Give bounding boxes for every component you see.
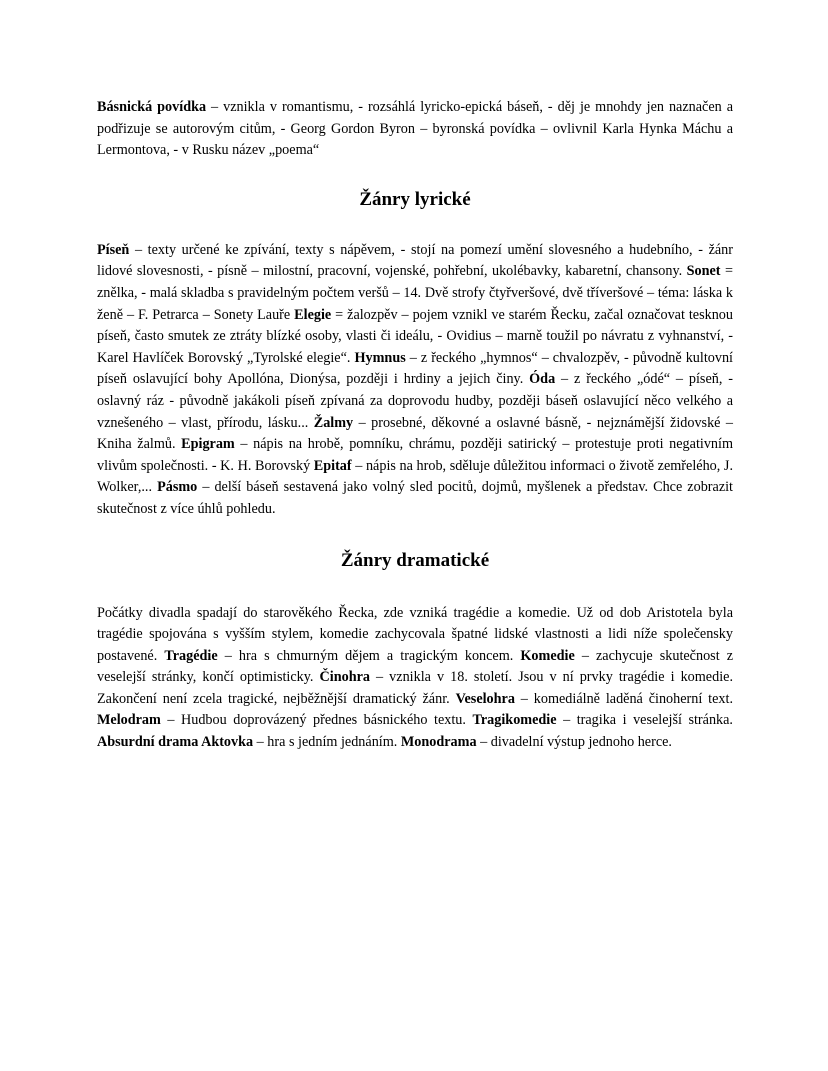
term-hymnus: Hymnus — [354, 349, 406, 366]
term-melodram: Melodram — [97, 712, 161, 729]
heading-zanry-dramaticke: Žánry dramatické — [340, 549, 490, 571]
drama-text-3: – vznikla v 18. století. Jsou v ní prvky tragédie i komedie. Zakončení není zcela tragické, nejběžnější dramatický žánr. — [97, 669, 733, 707]
term-basnicka-povidka: Básnická povídka — [97, 99, 207, 115]
term-epigram: Epigram — [181, 436, 235, 453]
spacer-after-intro — [97, 162, 733, 188]
lyric-text-7: – nápis na hrobě, pomníku, chrámu, později satirický – protestuje proti negativním vlivům společnosti. - K. H. Borovský — [97, 436, 733, 474]
term-monodrama: Monodrama — [400, 734, 477, 751]
term-sonet: Sonet — [686, 263, 721, 280]
term-veselohra: Veselohra — [455, 690, 515, 707]
drama-text-1: – hra s chmurným dějem a tragickým koncem. — [217, 647, 521, 664]
spacer-after-heading-drama — [97, 573, 733, 603]
drama-text-0: Počátky divadla spadají do starověkého Řecka, zde vzniká tragédie a komedie. Už od dob Aristotela byla tragédie spojována s vyšším stylem, komedie zachycovala špatné lidské vlastnosti a lidi níže společensky postavené. — [97, 604, 733, 664]
term-tragedie: Tragédie — [164, 647, 218, 664]
document-body — [97, 97, 733, 754]
drama-text-6: – tragika i veselejší stránka. — [556, 712, 733, 729]
lyric-text-3: = žalozpěv – pojem vznikl ve starém Řecku, začal označovat tesknou píseň, často smutek ze ztráty blízké osoby, vlasti či ideálu, - Ovidius – marně toužil po návratu z vyhnanství, - Karel Havlíček Borovský „Tyrolské elegie“. — [97, 306, 733, 366]
drama-text-8: – divadelní výstup jednoho herce. — [476, 734, 672, 751]
drama-text-4: – komediálně laděná činoherní text. — [514, 690, 733, 707]
intro-text: – vznikla v romantismu, - rozsáhlá lyricko-epická báseň, - děj je mnohdy jen naznačen a podřizuje se autorovým citům, - Georg Gordon Byron – byronská povídka – ovlivnil Karla Hynka Máchu a Lermontova, - v Rusku název „poema“ — [97, 99, 733, 159]
lyric-text-2: = znělka, - malá skladba s pravidelným počtem veršů – 14. Dvě strofy čtyřveršové, dvě tříveršové – téma: láska k ženě – F. Petrarca – Sonety Lauře — [97, 263, 733, 323]
spacer-after-lyric — [97, 521, 733, 549]
lyric-text-8: – nápis na hrob, sděluje důležitou informaci o životě zemřelého, J. Wolker,... — [97, 457, 733, 496]
drama-text-7: – hra s jedním jednáním. — [253, 734, 401, 751]
drama-text-2: – zachycuje skutečnost z veselejší stránky, končí optimisticky. — [97, 647, 733, 686]
lyric-text-1: – texty určené ke zpívání, texty s nápěvem, - stojí na pomezí umění slovesného a hudebního, - žánr lidové slovesnosti, - písně – milostní, pracovní, vojenské, pohřební, ukolébavky, kabaretní, chansony. — [97, 241, 733, 280]
term-pasmo: Pásmo — [157, 479, 198, 496]
term-komedie: Komedie — [520, 647, 575, 664]
intro-paragraph — [97, 97, 733, 162]
term-tragikomedie: Tragikomedie — [472, 712, 557, 729]
drama-text-5: – Hudbou doprovázený přednes básnického textu. — [160, 712, 473, 729]
term-elegie: Elegie — [294, 306, 332, 323]
lyric-text-4: – z řeckého „hymnos“ – chvalozpěv, - původně kultovní píseň oslavující bohy Apollóna, Dionýsa, později i hrdiny a jejich činy. — [97, 349, 733, 388]
spacer-after-heading-lyric — [97, 212, 733, 240]
term-oda: Óda — [529, 371, 556, 388]
lyric-text-9: – delší báseň sestavená jako volný sled pocitů, dojmů, myšlenek a představ. Chce zobrazit skutečnost z více úhlů pohledu. — [97, 479, 733, 517]
heading-zanry-lyricke: Žánry lyrické — [359, 188, 471, 210]
lyric-text-6: – prosebné, děkovné a oslavné básně, - nejznámější židovské – Kniha žalmů. — [97, 414, 733, 453]
term-cinohra: Činohra — [319, 669, 370, 686]
lyric-genres-paragraph — [97, 240, 733, 521]
term-pisen: Píseň — [97, 241, 130, 258]
drama-genres-paragraph — [97, 603, 733, 754]
lyric-text-5: – z řeckého „ódé“ – píseň, - oslavný ráz - původně jakákoli píseň zpívaná za doprovodu hudby, později báseň oslavující něco velkého a vznešeného – vlast, přírodu, lásku... — [97, 371, 733, 431]
term-zalmy: Žalmy — [313, 414, 354, 431]
term-epitaf: Epitaf — [313, 457, 352, 474]
term-absurdni-drama-aktovka: Absurdní drama Aktovka — [97, 734, 254, 751]
